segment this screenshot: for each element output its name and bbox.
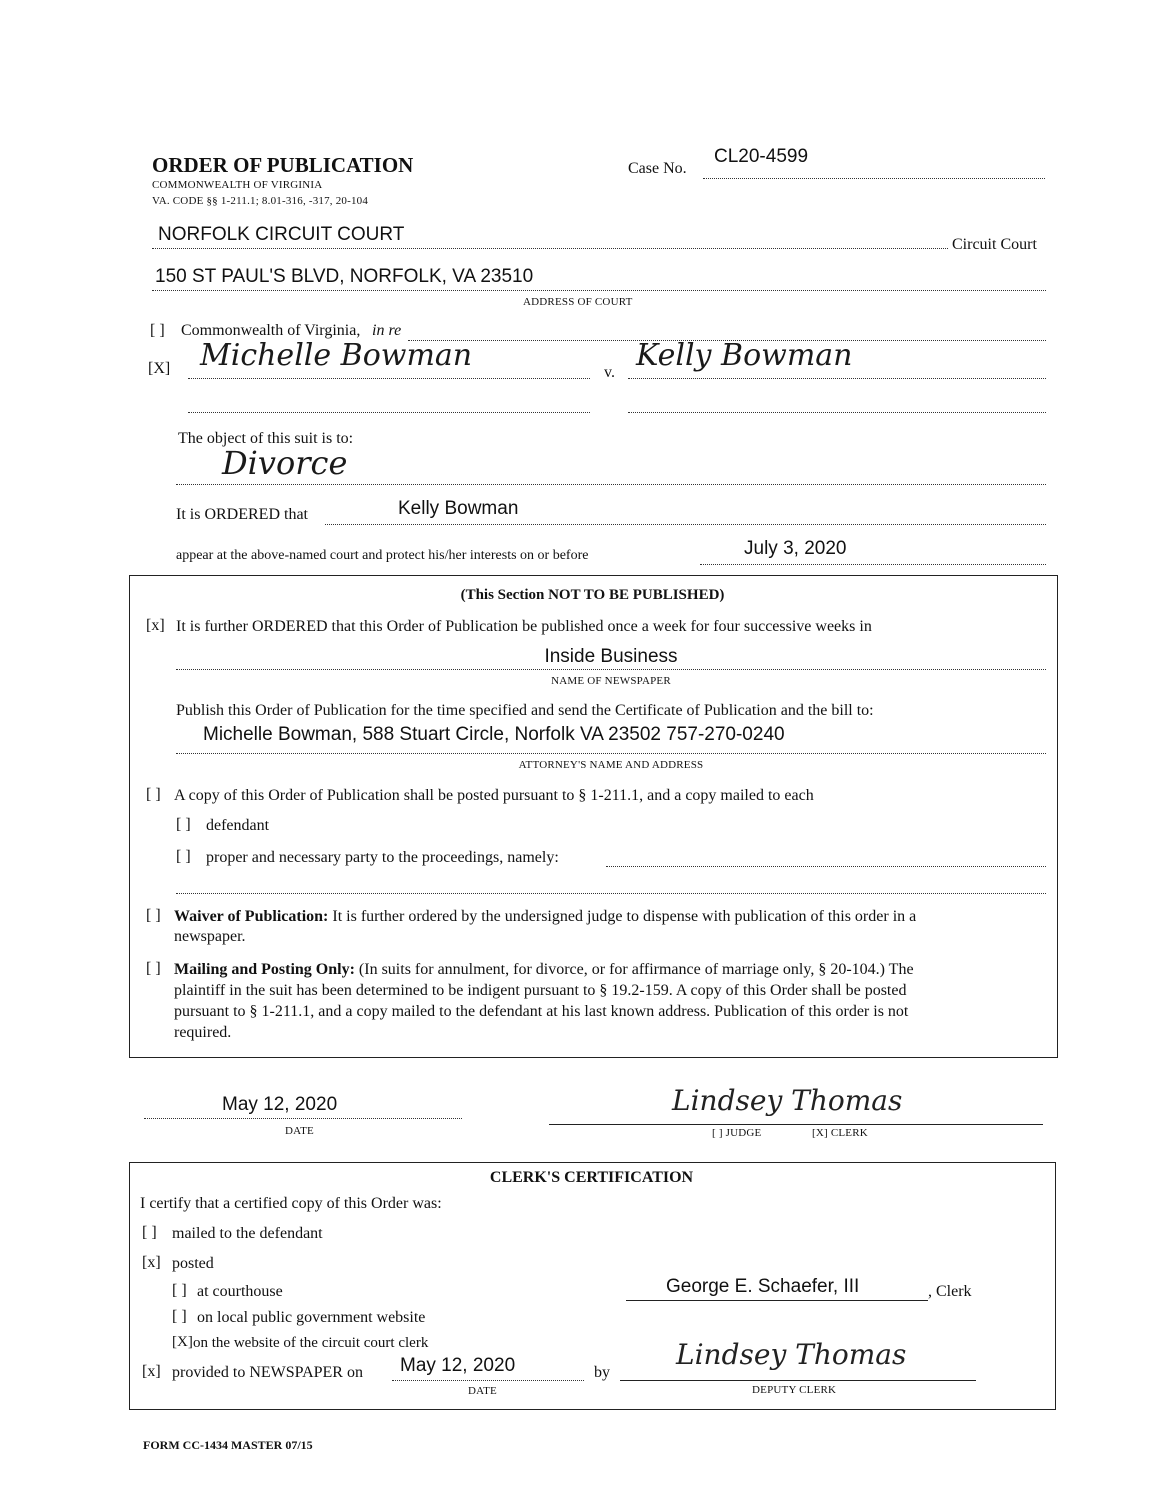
object-line [176,484,1046,485]
mailing-text-4: required. [174,1024,232,1041]
provided-date: May 12, 2020 [400,1355,516,1376]
clerk-name: George E. Schaefer, III [666,1276,860,1297]
mailed-checkbox[interactable]: [ ] [142,1224,157,1241]
attorney-caption: ATTORNEY'S NAME AND ADDRESS [518,759,704,771]
form-id: FORM CC-1434 MASTER 07/15 [143,1438,313,1452]
form-subtitle-state: COMMONWEALTH OF VIRGINIA [152,179,323,191]
provided-date-caption: DATE [468,1385,497,1397]
ordered-label: It is ORDERED that [176,506,308,523]
appear-label: appear at the above-named court and protect his/her interests on or before [176,548,589,563]
certification-heading: CLERK'S CERTIFICATION [489,1169,694,1186]
court-name-line [152,248,948,249]
appear-date: July 3, 2020 [744,538,847,559]
judge-checkbox[interactable]: [ ] JUDGE [712,1127,762,1139]
object-handwritten: Divorce [222,444,348,482]
further-ordered-text: It is further ORDERED that this Order of Publication be published once a week for four successive weeks in [176,618,872,635]
signature-line [549,1124,1043,1125]
deputy-caption: DEPUTY CLERK [752,1384,837,1396]
parties-checkbox[interactable]: [X] [148,360,171,377]
deputy-signature: Lindsey Thomas [676,1338,907,1371]
deputy-signature-line [620,1380,976,1381]
case-no-label: Case No. [628,160,687,177]
versus-label: v. [604,364,615,381]
clerk-site-label: on the website of the circuit court clerk [193,1335,429,1351]
commonwealth-label: Commonwealth of Virginia, [181,322,361,339]
party-line [606,866,1046,867]
newspaper-caption: NAME OF NEWSPAPER [551,675,671,687]
court-address-value: 150 ST PAUL'S BLVD, NORFOLK, VA 23510 [155,266,534,287]
party-label: proper and necessary party to the proceedings, namely: [206,849,559,866]
form-title: ORDER OF PUBLICATION [152,153,414,177]
waiver-text-1: It is further ordered by the undersigned judge to dispense with publication of this order in a [332,908,917,925]
provided-checkbox[interactable]: [x] [142,1363,161,1380]
not-published-heading: (This Section NOT TO BE PUBLISHED) [460,587,725,603]
clerk-site-checkbox[interactable]: [X] [172,1334,193,1350]
publish-text: Publish this Order of Publication for the time specified and send the Certificate of Publication and the bill to: [176,702,874,719]
clerk-name-line [626,1300,928,1301]
newspaper-line [176,669,1046,670]
waiver-checkbox[interactable]: [ ] [146,907,161,924]
by-label: by [594,1364,610,1381]
ordered-value: Kelly Bowman [398,498,519,519]
courthouse-checkbox[interactable]: [ ] [172,1282,187,1299]
court-address-caption: ADDRESS OF COURT [523,296,633,308]
provided-date-line [392,1380,584,1381]
defendant-line [628,378,1046,379]
mailing-text-2: plaintiff in the suit has been determined to be indigent pursuant to § 19.2-159. A copy of this Order shall be posted [174,982,907,999]
form-subtitle-code: VA. CODE §§ 1-211.1; 8.01-316, -317, 20-104 [152,195,369,207]
court-name-suffix: Circuit Court [952,236,1037,253]
posted-cert-label: posted [172,1255,214,1272]
plaintiff-line-2 [188,412,590,413]
website-checkbox[interactable]: [ ] [172,1308,187,1325]
mailing-text-3: pursuant to § 1-211.1, and a copy mailed to the defendant at his last known address. Publication of this order is not [174,1003,909,1020]
clerk-signature: Lindsey Thomas [672,1084,903,1117]
party-line-2 [176,893,1046,894]
clerk-suffix: , Clerk [928,1283,972,1300]
defendant-handwritten: Kelly Bowman [636,338,853,373]
appear-line [700,564,1046,565]
mailing-title: Mailing and Posting Only: [174,961,355,978]
party-checkbox[interactable]: [ ] [176,848,191,865]
court-name-value: NORFOLK CIRCUIT COURT [158,224,405,245]
newspaper-value: Inside Business [544,646,678,667]
mailing-text-1: (In suits for annulment, for divorce, or for affirmance of marriage only, § 20-104.) The [358,961,914,978]
clerk-checkbox[interactable]: [X] CLERK [812,1127,868,1139]
in-re-label: in re [372,322,402,339]
signature-date-value: May 12, 2020 [222,1094,338,1115]
posted-cert-checkbox[interactable]: [x] [142,1254,161,1271]
object-label: The object of this suit is to: [178,430,354,447]
mailing-checkbox[interactable]: [ ] [146,960,161,977]
mailed-label: mailed to the defendant [172,1225,323,1242]
defendant-label: defendant [206,817,270,834]
signature-date-caption: DATE [285,1125,314,1137]
posted-checkbox[interactable]: [ ] [146,786,161,803]
courthouse-label: at courthouse [197,1283,283,1300]
certification-intro: I certify that a certified copy of this Order was: [140,1195,442,1212]
plaintiff-line [188,378,590,379]
case-no-value: CL20-4599 [714,146,809,167]
commonwealth-checkbox[interactable]: [ ] [150,322,165,339]
attorney-value: Michelle Bowman, 588 Stuart Circle, Norfolk VA 23502 757-270-0240 [203,724,785,745]
signature-date-line [144,1118,462,1119]
ordered-line [325,524,1046,525]
plaintiff-handwritten: Michelle Bowman [200,338,473,373]
waiver-title: Waiver of Publication: [174,908,329,925]
provided-label: provided to NEWSPAPER on [172,1364,363,1381]
waiver-text-2: newspaper. [174,928,246,945]
defendant-checkbox[interactable]: [ ] [176,816,191,833]
defendant-line-2 [628,412,1046,413]
case-no-line [703,178,1045,179]
website-label: on local public government website [197,1309,426,1326]
court-address-line [152,290,1046,291]
further-ordered-checkbox[interactable]: [x] [146,617,165,634]
posted-text: A copy of this Order of Publication shall be posted pursuant to § 1-211.1, and a copy mailed to each [174,787,814,804]
attorney-line [176,753,1046,754]
